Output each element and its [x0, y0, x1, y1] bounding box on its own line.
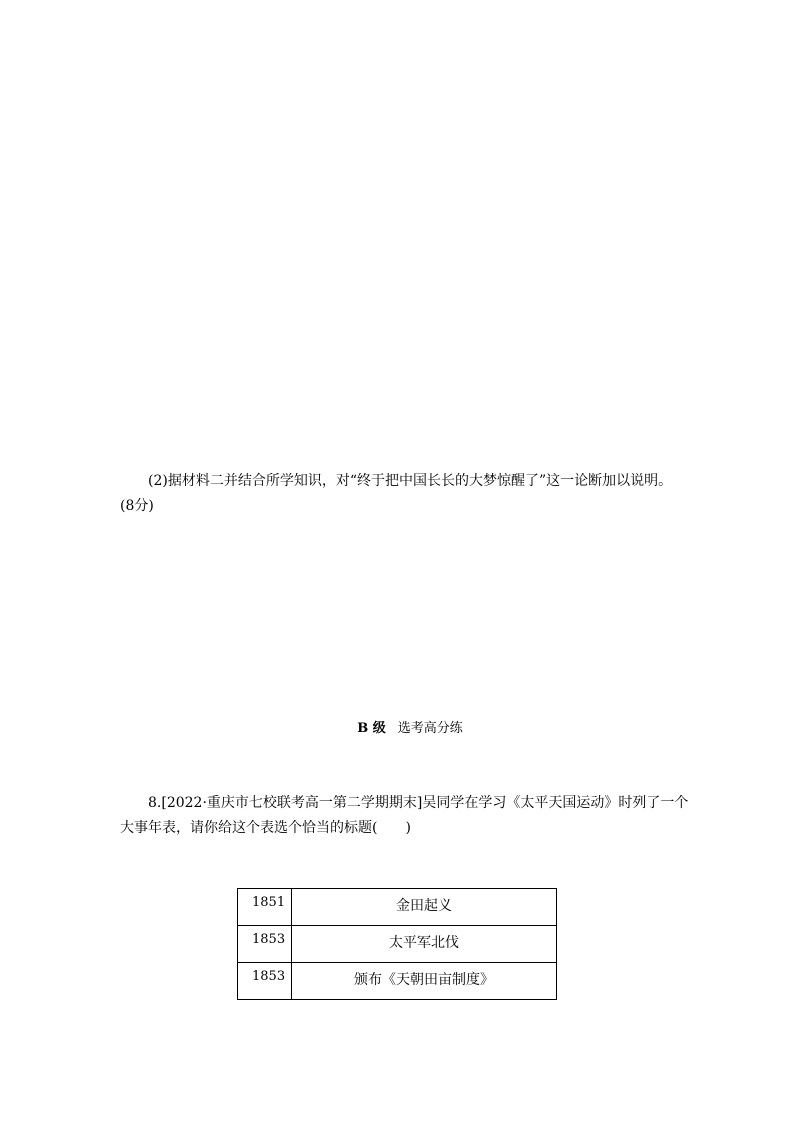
- table-row: [238, 963, 557, 1000]
- timeline-table: [237, 888, 557, 1000]
- event-cell: 太平军北伐: [292, 926, 557, 963]
- question-7-part-2-score: (8分): [120, 498, 154, 514]
- question-8-stem-line-2: 大事年表，请你给这个表选个恰当的标题( ): [120, 820, 411, 836]
- section-level: B 级: [357, 721, 386, 736]
- event-cell: 颁布《天朝田亩制度》: [292, 963, 557, 1000]
- section-heading: [0, 719, 794, 739]
- table-row: [238, 889, 557, 926]
- year-cell: 1851: [238, 889, 292, 926]
- question-7-part-2-text: (2)据材料二并结合所学知识，对“终于把中国长长的大梦惊醒了”这一论断加以说明。: [148, 473, 673, 489]
- year-cell: 1853: [238, 963, 292, 1000]
- question-8-stem-line-1: 8.[2022·重庆市七校联考高一第二学期期末]吴同学在学习《太平天国运动》时列了一个: [148, 795, 689, 811]
- event-cell: 金田起义: [292, 889, 557, 926]
- section-title: 选考高分练: [397, 721, 463, 736]
- table-row: [238, 926, 557, 963]
- year-cell: 1853: [238, 926, 292, 963]
